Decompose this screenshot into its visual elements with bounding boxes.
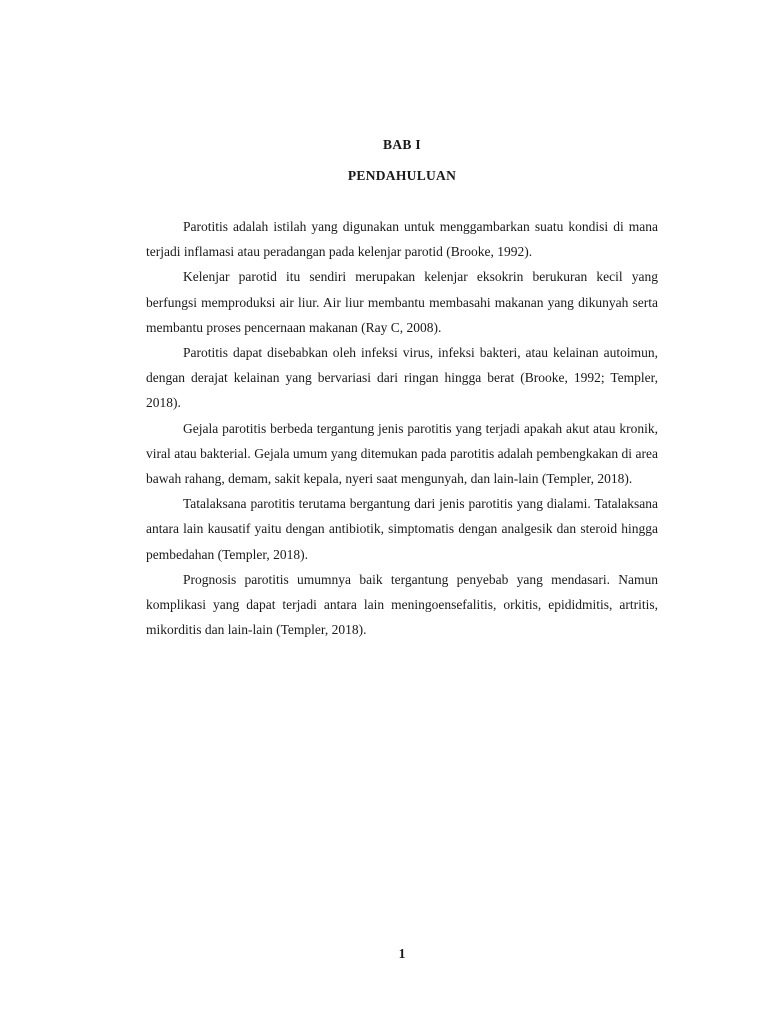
paragraph: Tatalaksana parotitis terutama bergantung dari jenis parotitis yang dialami. Tatalaksana antara lain kausatif yaitu dengan antibiotik, simptomatis dengan analgesik dan steroid hingga pembedahan (Templer, 2018). — [146, 496, 658, 562]
page-number: 1 — [398, 946, 406, 961]
paragraph: Gejala parotitis berbeda tergantung jenis parotitis yang terjadi apakah akut atau kronik, viral atau bakterial. Gejala umum yang ditemukan pada parotitis adalah pembengkakan di area bawah rahang, demam, sakit kepala, nyeri saat mengunyah, dan lain-lain (Templer, 2018). — [146, 420, 658, 487]
chapter-heading: BAB I — [383, 137, 421, 152]
body-text — [146, 214, 658, 642]
paragraph: Parotitis dapat disebabkan oleh infeksi virus, infeksi bakteri, atau kelainan autoimun, dengan derajat kelainan yang bervariasi dari ringan hingga berat (Brooke, 1992; Templer, 2018). — [146, 345, 658, 411]
paragraph: Parotitis adalah istilah yang digunakan untuk menggambarkan suatu kondisi di mana terjadi inflamasi atau peradangan pada kelenjar parotid (Brooke, 1992). — [146, 219, 658, 260]
chapter-title: PENDAHULUAN — [347, 168, 457, 183]
paragraph: Prognosis parotitis umumnya baik tergantung penyebab yang mendasari. Namun komplikasi yang dapat terjadi antara lain meningoensefalitis, orkitis, epididmitis, artritis, mikorditis dan lain-lain (Templer, 2018). — [146, 571, 658, 638]
paragraph: Kelenjar parotid itu sendiri merupakan kelenjar eksokrin berukuran kecil yang berfungsi memproduksi air liur. Air liur membantu membasahi makanan yang dikunyah serta membantu proses pencernaan makanan (Ray C, 2008). — [146, 269, 658, 335]
